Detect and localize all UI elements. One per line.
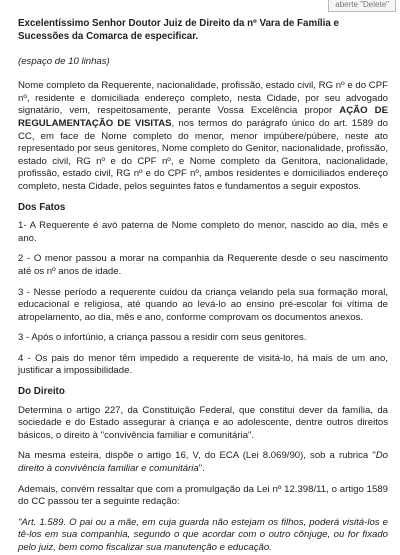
- spacing-note: (espaço de 10 linhas): [18, 55, 110, 67]
- law-p2-start: Na mesma esteira, dispõe o artigo 16, V, do ECA (Lei 8.069/90), sob a rubrica ": [18, 450, 376, 462]
- law-p2-end: ".: [198, 463, 205, 475]
- fact-item-4: 3 - Após o infortúnio, a criança passou a residir com seus genitores.: [18, 332, 307, 344]
- law-quote: "Art. 1.589. O pai ou a mãe, em cuja guarda não estejam os filhos, poderá visitá-los e tê-los em sua companhia, segundo o que acordar com o outro cônjuge, ou for fixado pelo juiz, bem como fiscalizar sua manutenção e educação.: [18, 516, 388, 553]
- law-heading: Do Direito: [18, 386, 65, 398]
- facts-heading: Dos Fatos: [18, 201, 66, 213]
- intro-part2: , nos termos do parágrafo único do art. 1589 do CC, em face de Nome completo do menor, menor impúbere/púbere, neste ato representado por seus genitores, Nome completo do Genitor, nacionalidade, profissão, estado civil, RG nº e do CPF nº, e Nome completo da Genitora, nacionalidade, profissão, estado civil, RG nº e do CPF nº, ambos residentes e domiciliados endereço completo, nesta Cidade, pelos seguintes fatos e fundamentos a seguir expostos.: [18, 117, 388, 192]
- fact-item-5: 4 - Os pais do menor têm impedido a requerente de visitá-lo, há mais de um ano, justificar a impossibilidade.: [18, 352, 388, 377]
- intro-paragraph: [18, 80, 388, 193]
- law-paragraph-2: [18, 450, 388, 475]
- law-paragraph-1: Determina o artigo 227, da Constituição Federal, que constitui dever da família, da sociedade e do Estado assegurar à criança e ao adolescente, dentre outros direitos básicos, o direito à "convivência familiar e comunitária".: [18, 404, 388, 441]
- addressee-heading: Excelentíssimo Senhor Doutor Juiz de Direito da nº Vara de Família e Sucessões da Comarca de especificar.: [18, 18, 339, 42]
- law-p2-italic: Do direito à convivência familiar e comunitária: [18, 450, 388, 475]
- fact-item-1: 1- A Requerente é avó paterna de Nome completo do menor, nascido ao dia, mês e ano.: [18, 220, 388, 244]
- fact-item-2: 2 - O menor passou a morar na companhia da Requerente desde o seu nascimento até os nº anos de idade.: [18, 253, 388, 277]
- fact-item-3: 3 - Nesse período a requerente cuidou da criança velando pela sua formação moral, educacional e religiosa, até quando ao levá-lo ao ensino pré-escolar foi vítima de atropelamento, ao dia, mês e ano, conforme comprovam os documentos anexos.: [18, 286, 388, 323]
- delete-hint-tag: aberte "Delete": [328, 0, 396, 12]
- law-paragraph-3: Ademais, convém ressaltar que com a promulgação da Lei nº 12.398/11, o artigo 1589 do CC passou ter a seguinte redação:: [18, 483, 388, 508]
- intro-part1: Nome completo da Requerente, nacionalidade, profissão, estado civil, RG nº e do CPF nº, residente e domiciliada endereço completo, nesta Cidade, por seu advogado signatário, vem, respeitosamente, perante Vossa Excelência propor: [18, 80, 388, 117]
- action-title: AÇÃO DE REGULAMENTAÇÃO DE VISITAS: [18, 105, 388, 129]
